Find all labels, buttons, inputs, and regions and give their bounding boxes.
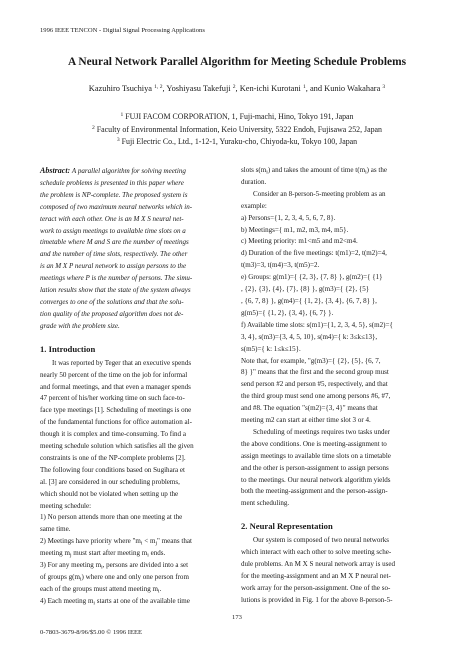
text-line: schedule problems is presented in this paper where xyxy=(40,178,184,187)
author-affiliation-mark: 2 xyxy=(232,84,236,90)
text-line: send person #2 and person #5, respectively, and that xyxy=(241,380,388,389)
section-heading: 1. Introduction xyxy=(40,343,96,354)
left-column xyxy=(40,165,224,608)
text-line: same time. xyxy=(40,525,71,534)
text-line: and the other is person-assignment to assign persons xyxy=(241,463,389,472)
text-line: A parallel algorithm for solving meeting xyxy=(71,167,186,175)
text-line: 2) Meetings have priority where "$m_i < m_j$" means that xyxy=(40,537,193,547)
text-line: the third group must send one among persons #6, #7, xyxy=(241,392,391,401)
text-line: assign meetings to available time slots on a timetable xyxy=(241,451,391,460)
text-line: b) Meetings={ m1, m2, m3, m4, m5}. xyxy=(241,225,349,234)
text-line: al. [3] are considered in our scheduling problems, xyxy=(40,477,180,486)
text-line: Our system is composed of two neural networks xyxy=(253,536,390,545)
text-line: , {2}, {3}, {4}, {7}, {8} }, g(m3)={ {2}, {5} xyxy=(241,285,370,294)
abstract xyxy=(40,165,224,333)
author-affiliation-mark: 1, 2 xyxy=(154,84,163,90)
text-line: and the number of time slots, respectively. The other xyxy=(40,250,188,259)
text-line: t(m3)=3, t(m4)=3, t(m5)=2. xyxy=(241,261,320,270)
text-line: for the meeting-assignment and an M X P neural net- xyxy=(241,572,391,580)
author-name: Yoshiyasu Takefuji xyxy=(166,84,231,93)
affiliation-text: Faculty of Environmental Information, Keio University, 5322 Endoh, Fujisawa 252, Japan xyxy=(96,124,383,134)
text-line: which should not be violated when setting up the xyxy=(40,489,179,498)
text-line: teract with each other. One is an M X S neural net- xyxy=(40,214,184,223)
text-line: example: xyxy=(241,201,267,210)
text-line: 47 percent of his/her working time on such face-to- xyxy=(40,394,185,403)
affiliation-number: 3 xyxy=(116,137,120,143)
author-list: Kazuhiro Tsuchiya $^{1, 2}$, Yoshiyasu Takefuji $^2$, Ken-ichi Kurotani $^1$, and Kunio Wakahara $^3$ xyxy=(88,84,386,93)
text-line: meeting $m_j$ must start after meeting $m_i$ ends. xyxy=(40,549,166,559)
affiliation-list xyxy=(0,111,474,149)
text-line: g(m5)={ {1, 2}, {3, 4}, {6, 7} }. xyxy=(241,308,334,317)
text-line: meeting schedule solution which satisfies all the given xyxy=(40,442,194,451)
text-line: nearly 50 percent of the time on the job for informal xyxy=(40,370,188,379)
text-line: c) Meeting priority: m1<m5 and m2<m4. xyxy=(241,237,358,246)
text-line: is an M X P neural network to assign persons to the xyxy=(40,262,187,271)
section-heading: 2. Neural Representation xyxy=(241,521,333,532)
text-line: though it is complex and time-consuming. To find a xyxy=(40,430,186,439)
text-line: 8} }" means that the first and the second group must xyxy=(241,368,389,377)
affiliation-text: Fuji Electric Co., Ltd., 1-12-1, Yuraku-cho, Chiyoda-ku, Tokyo 100, Japan xyxy=(121,137,358,146)
affiliation-text: FUJI FACOM CORPORATION, 1, Fuji-machi, Hino, Tokyo 191, Japan xyxy=(125,112,354,121)
text-line: lation results show that the state of the system always xyxy=(40,286,191,295)
text-line: the problem is NP-complete. The proposed system is xyxy=(40,190,188,199)
text-line: the above conditions. One is meeting-assignment to xyxy=(241,439,387,448)
text-line: which interact with each other to solve meeting sche- xyxy=(241,548,392,557)
text-line: Note that, for example, "g(m3)={ {2}, {5}, {6, 7, xyxy=(241,356,381,365)
text-line: a) Persons={1, 2, 3, 4, 5, 6, 7, 8}. xyxy=(241,213,336,222)
text-line: of groups $g(m_i)$ where one and only one person from xyxy=(40,573,189,583)
running-header: 1996 IEEE TENCON - Digital Signal Processing Applications xyxy=(40,27,205,34)
abstract-label: Abstract: xyxy=(40,166,71,175)
text-line: composed of two maximum neural networks which in- xyxy=(40,202,193,211)
affiliation xyxy=(0,124,474,137)
text-line: lutions is provided in Fig. 1 for the above 8-person-5- xyxy=(241,595,393,604)
text-line: s(m5)={ k: 1≤k≤15}. xyxy=(241,344,301,353)
text-line: 3, 4}, s(m3)={3, 4, 5, 10}, s(m4)={ k: 3≤k≤13}, xyxy=(241,332,378,341)
author-affiliation-mark: 3 xyxy=(382,84,386,90)
affiliation xyxy=(0,111,474,124)
author-name: Kunio Wakahara xyxy=(324,84,381,93)
text-line: each of the groups must attend meeting $m_i$. xyxy=(40,584,162,595)
page-number: 173 xyxy=(232,614,242,621)
text-line: meeting m2 can start at either time slot 3 or 4. xyxy=(241,416,371,425)
text-line: meetings where P is the number of persons. The simu- xyxy=(40,274,193,283)
affiliation-number: 2 xyxy=(91,124,95,131)
text-line: meeting schedule: xyxy=(40,501,92,510)
author-affiliation-mark: 1 xyxy=(302,84,306,90)
text-line: The following four conditions based on Sugihara et xyxy=(40,465,186,474)
text-line: timetable where M and S are the number of meetings xyxy=(40,238,189,247)
affiliation xyxy=(0,136,474,149)
conjunction: and xyxy=(309,84,323,93)
text-line: work array for the person-assignment. One of the so- xyxy=(241,583,391,592)
text-line: 1) No person attends more than one meeting at the xyxy=(40,513,183,522)
right-column xyxy=(241,165,431,607)
text-line: constraints is one of the NP-complete problems [2]. xyxy=(40,453,186,462)
text-line: and formal meetings, and that even a manager spends xyxy=(40,382,191,391)
text-line: , {6, 7, 8} }, g(m4)={ {1, 2}, {3, 4}, {6, 7, 8} }, xyxy=(241,296,377,305)
text-line: duration. xyxy=(241,177,267,186)
text-line: Consider an 8-person-5-meeting problem as an xyxy=(253,189,386,198)
author-name: Kazuhiro Tsuchiya xyxy=(88,84,153,93)
text-line: 4) Each meeting $m_i$ starts at one of the available time xyxy=(40,596,190,607)
text-line: to the meetings. Our neural network algorithm yields xyxy=(241,475,391,484)
text-line: f) Available time slots: s(m1)={1, 2, 3, 4, 5}, s(m2)={ xyxy=(241,320,393,329)
text-line: ment scheduling. xyxy=(241,499,290,508)
text-line: grade with the problem size. xyxy=(40,321,120,330)
text-line: both the meeting-assignment and the person-assign- xyxy=(241,487,388,496)
text-line: It was reported by Teger that an executive spends xyxy=(52,358,192,367)
text-line: d) Duration of the five meetings: t(m1)=2, t(m2)=4, xyxy=(241,249,387,258)
text-line: tion quality of the proposed algorithm does not de- xyxy=(40,309,184,318)
text-line: face type meetings [1]. Scheduling of meetings is one xyxy=(40,406,192,415)
text-line: dule problems. An M X S neural network array is used xyxy=(241,560,396,569)
copyright-footer: 0-7803-3679-8/96/$5.00 © 1996 IEEE xyxy=(40,629,143,636)
text-line: converges to one of the solutions and that the solu- xyxy=(40,297,184,306)
text-line: work to assign meetings to available time slots on a xyxy=(40,226,186,235)
text-line: slots $s(m_i)$ and takes the amount of time $t(m_i)$ as the xyxy=(241,166,388,176)
text-line: e) Groups: g(m1)={ {2, 3}, {7, 8} }, g(m2)={ {1} xyxy=(241,273,383,282)
affiliation-number: 1 xyxy=(120,112,124,118)
paper-title: A Neural Network Parallel Algorithm for Meeting Schedule Problems xyxy=(67,56,407,68)
text-line: Scheduling of meetings requires two tasks under xyxy=(253,427,390,436)
text-line: 3) For any meeting $m_i$, persons are divided into a set xyxy=(40,561,189,571)
text-line: and #8. The equation "s(m2)={3, 4}" means that xyxy=(241,404,378,413)
author-name: Ken-ichi Kurotani xyxy=(239,84,301,93)
text-line: of the fundamental functions for office automation al- xyxy=(40,418,192,427)
